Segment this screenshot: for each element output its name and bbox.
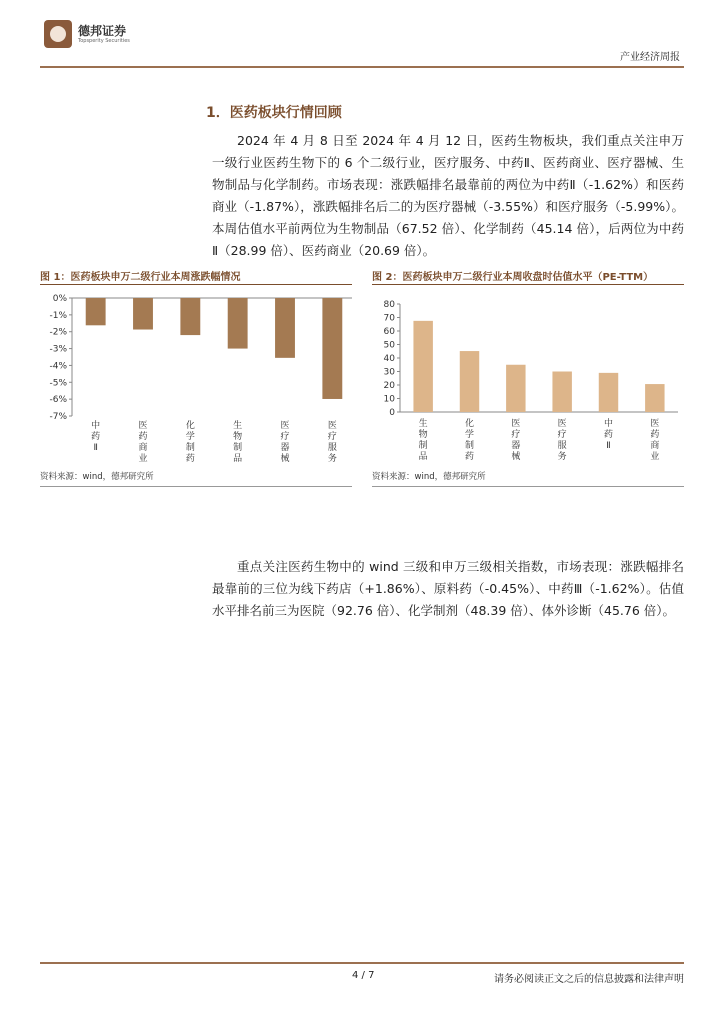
x-tick-label: 制 bbox=[233, 443, 243, 453]
y-tick-label: 50 bbox=[383, 340, 395, 351]
report-type: 产业经济周报 bbox=[620, 52, 680, 63]
y-tick-label: 30 bbox=[383, 367, 395, 378]
figure1-top-rule bbox=[40, 284, 352, 285]
bar bbox=[322, 298, 342, 399]
bar bbox=[506, 365, 525, 412]
x-tick-label: 务 bbox=[557, 452, 567, 462]
y-tick-label: -5% bbox=[49, 378, 67, 389]
x-tick-label: 制 bbox=[185, 443, 195, 453]
bar bbox=[133, 298, 153, 330]
figure2-chart bbox=[372, 288, 684, 466]
logo-mark-icon bbox=[44, 20, 72, 48]
y-tick-label: 20 bbox=[383, 381, 395, 391]
x-tick-label: 品 bbox=[233, 454, 243, 464]
y-tick-label: -6% bbox=[49, 395, 67, 406]
x-tick-label: 物 bbox=[233, 432, 243, 442]
bar bbox=[552, 372, 571, 413]
x-tick-label: 疗 bbox=[280, 432, 290, 442]
x-tick-label: 医 bbox=[327, 421, 337, 431]
x-tick-label: 务 bbox=[327, 454, 337, 464]
x-tick-label: 药 bbox=[464, 452, 475, 462]
x-tick-label: 医 bbox=[280, 421, 290, 431]
figure1-source: 资料来源：wind，德邦研究所 bbox=[40, 472, 154, 482]
y-tick-label: 80 bbox=[383, 300, 395, 310]
x-tick-label: 品 bbox=[418, 452, 428, 462]
x-tick-label: 医 bbox=[138, 421, 148, 431]
x-tick-label: 化 bbox=[185, 421, 195, 431]
figure1-bottom-rule bbox=[40, 486, 352, 487]
x-tick-label: 商 bbox=[650, 441, 660, 451]
x-tick-label: 药 bbox=[603, 430, 614, 440]
x-tick-label: 中 bbox=[91, 421, 101, 431]
figure1-chart bbox=[40, 288, 352, 466]
y-tick-label: 60 bbox=[383, 327, 395, 337]
x-tick-label: Ⅱ bbox=[606, 441, 611, 451]
figure2-top-rule bbox=[372, 284, 684, 285]
header-divider bbox=[40, 66, 684, 68]
bar bbox=[599, 373, 618, 412]
x-tick-label: 疗 bbox=[557, 430, 567, 440]
x-tick-label: 医 bbox=[650, 419, 660, 429]
y-tick-label: 70 bbox=[383, 313, 395, 324]
y-tick-label: 10 bbox=[383, 394, 395, 405]
x-tick-label: 学 bbox=[185, 432, 195, 442]
index-review-paragraph: 重点关注医药生物中的 wind 三级和申万三级相关指数，市场表现：涨跌幅排名最靠前的三位为线下药店（+1.86%）、原料药（-0.45%）、中药Ⅲ（-1.62%）。估值水平排名前三为医院（92.76 倍）、化学制剂（48.39 倍）、体外诊断（45.76 倍）。 bbox=[212, 559, 684, 618]
x-tick-label: 服 bbox=[557, 441, 567, 451]
section-title: 1．医药板块行情回顾 bbox=[206, 105, 342, 121]
x-tick-label: 中 bbox=[603, 419, 614, 429]
x-tick-label: 服 bbox=[327, 443, 337, 453]
x-tick-label: 械 bbox=[511, 452, 521, 462]
x-tick-label: 疗 bbox=[327, 432, 337, 442]
figure1-title: 图 1：医药板块申万二级行业本周涨跌幅情况 bbox=[40, 272, 241, 283]
footer-disclaimer: 请务必阅读正文之后的信息披露和法律声明 bbox=[494, 974, 684, 985]
y-tick-label: 0 bbox=[389, 408, 395, 418]
x-tick-label: 生 bbox=[418, 419, 428, 429]
bar bbox=[460, 351, 479, 412]
y-tick-label: -4% bbox=[49, 361, 67, 372]
x-tick-label: 器 bbox=[511, 441, 521, 451]
x-tick-label: 商 bbox=[138, 443, 148, 453]
bar bbox=[413, 321, 432, 412]
bar bbox=[228, 298, 248, 349]
y-tick-label: -3% bbox=[49, 344, 67, 355]
x-tick-label: 制 bbox=[464, 441, 475, 451]
x-tick-label: 医 bbox=[511, 419, 521, 429]
y-tick-label: -2% bbox=[49, 327, 67, 338]
y-tick-label: 0% bbox=[52, 294, 67, 304]
bar bbox=[275, 298, 295, 358]
x-tick-label: 药 bbox=[138, 432, 148, 442]
bar bbox=[180, 298, 200, 335]
x-tick-label: 化 bbox=[464, 419, 475, 429]
x-tick-label: 药 bbox=[185, 454, 195, 464]
figure2-title: 图 2：医药板块申万二级行业本周收盘时估值水平（PE-TTM） bbox=[372, 272, 654, 283]
y-tick-label: 40 bbox=[383, 354, 395, 364]
x-tick-label: 疗 bbox=[511, 430, 521, 440]
x-tick-label: 业 bbox=[138, 454, 148, 464]
x-tick-label: 制 bbox=[418, 441, 428, 451]
brand-name-en: Topsperity Securities bbox=[78, 38, 130, 44]
market-review-paragraph: 2024 年 4 月 8 日至 2024 年 4 月 12 日，医药生物板块，我们重点关注申万一级行业医药生物下的 6 个二级行业，医疗服务、中药Ⅱ、医药商业、医疗器械、生物制品与化学制药。市场表现：涨跌幅排名最靠前的两位为中药Ⅱ（-1.62%）和医药商业（-1.87%），涨跌幅排名后二的为医疗器械（-3.55%）和医疗服务（-5.99%）。本周估值水平前两位为生物制品（67.52 倍）、化学制药（45.14 倍），后两位为中药Ⅱ（28.99 倍）、医药商业（20.69 倍）。 bbox=[212, 133, 684, 258]
page-number: 4 / 7 bbox=[352, 970, 375, 981]
bar bbox=[645, 384, 664, 412]
x-tick-label: 生 bbox=[233, 421, 243, 431]
bar bbox=[86, 298, 106, 325]
figure2-bottom-rule bbox=[372, 486, 684, 487]
x-tick-label: 业 bbox=[650, 452, 660, 462]
x-tick-label: 物 bbox=[418, 430, 428, 440]
x-tick-label: 药 bbox=[650, 430, 660, 440]
x-tick-label: 械 bbox=[280, 454, 290, 464]
footer-divider bbox=[40, 962, 684, 964]
x-tick-label: Ⅱ bbox=[93, 443, 98, 453]
x-tick-label: 药 bbox=[91, 432, 101, 442]
x-tick-label: 医 bbox=[557, 419, 567, 429]
y-tick-label: -1% bbox=[49, 310, 67, 321]
x-tick-label: 器 bbox=[280, 443, 290, 453]
y-tick-label: -7% bbox=[49, 412, 67, 422]
brand-name: 德邦证券 bbox=[78, 24, 127, 38]
company-logo bbox=[44, 20, 144, 50]
x-tick-label: 学 bbox=[464, 430, 475, 440]
figure2-source: 资料来源：wind，德邦研究所 bbox=[372, 472, 486, 482]
